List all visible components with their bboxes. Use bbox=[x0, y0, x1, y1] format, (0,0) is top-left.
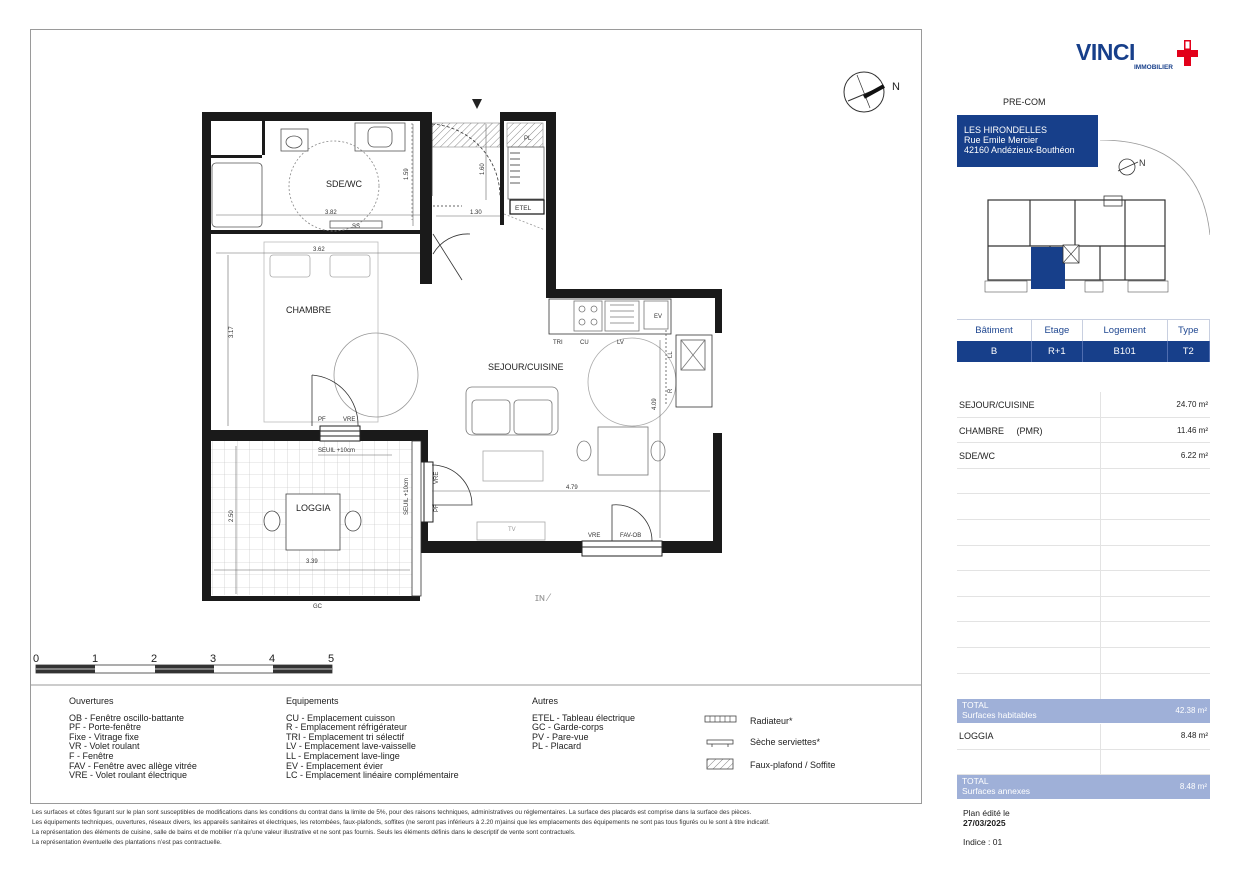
edited-label: Plan édité le bbox=[963, 808, 1010, 818]
info-header: Etage bbox=[1032, 320, 1083, 341]
legend-item: TRI - Emplacement tri sélectif bbox=[286, 731, 405, 742]
lot-info-table bbox=[957, 319, 1210, 362]
bedroom-furniture bbox=[264, 242, 418, 426]
info-value: B bbox=[957, 341, 1032, 362]
living-furniture bbox=[432, 299, 712, 541]
tv-label: TV bbox=[508, 527, 516, 533]
surface-row-empty bbox=[957, 520, 1210, 546]
lv-label: LV bbox=[617, 340, 624, 346]
entrance-doors bbox=[432, 124, 545, 280]
dim-label: 3.82 bbox=[325, 210, 337, 216]
svg-text:1: 1 bbox=[92, 653, 99, 665]
total-habitable bbox=[957, 699, 1210, 723]
faux-plafond-hatch bbox=[507, 123, 543, 147]
dim-label: 4.09 bbox=[652, 398, 658, 410]
info-header: Logement bbox=[1082, 320, 1167, 341]
surface-value: 11.46 m² bbox=[1177, 425, 1208, 435]
dim-label: 3.62 bbox=[313, 247, 325, 253]
legend-item: LV - Emplacement lave-vaisselle bbox=[286, 741, 416, 752]
north-compass-icon bbox=[844, 72, 900, 112]
ll-label: LL bbox=[668, 351, 674, 358]
svg-text:N: N bbox=[1139, 158, 1146, 168]
legend-item: PL - Placard bbox=[532, 741, 582, 752]
surface-label: SEJOUR/CUISINE bbox=[959, 400, 1035, 410]
ev-label: EV bbox=[654, 314, 663, 320]
legend-item: F - Fenêtre bbox=[69, 750, 114, 761]
legend-title: Ouvertures bbox=[69, 696, 114, 706]
project-city: 42160 Andézieux-Bouthéon bbox=[964, 145, 1075, 155]
info-value: B101 bbox=[1082, 341, 1167, 362]
surface-row-empty bbox=[957, 494, 1210, 520]
dim-label: 2.50 bbox=[229, 510, 235, 522]
project-street: Rue Emile Mercier bbox=[964, 135, 1039, 145]
svg-text:VINCI: VINCI bbox=[1076, 39, 1135, 65]
radiateur-icon bbox=[705, 716, 736, 722]
legend-title: Autres bbox=[532, 696, 559, 706]
total-sub: Surfaces habitables bbox=[962, 709, 1037, 720]
svg-text:2: 2 bbox=[151, 653, 158, 665]
vre-label: VRE bbox=[434, 471, 440, 484]
edited-date: 27/03/2025 bbox=[963, 818, 1006, 828]
surface-label: CHAMBRE (PMR) bbox=[959, 425, 1043, 436]
legend-item: GC - Garde-corps bbox=[532, 722, 604, 733]
surface-row-empty bbox=[957, 469, 1210, 495]
cu-label: CU bbox=[580, 340, 589, 346]
legend-equipements bbox=[286, 697, 459, 781]
total-sub: Surfaces annexes bbox=[962, 785, 1031, 796]
total-value: 8.48 m² bbox=[1179, 782, 1207, 791]
status-label: PRE-COM bbox=[1003, 97, 1046, 107]
north-watermark: ɪɴ ⁄ bbox=[535, 592, 550, 604]
room-label-sde: SDE/WC bbox=[326, 179, 362, 189]
info-header: Type bbox=[1167, 320, 1209, 341]
room-label-loggia: LOGGIA bbox=[296, 503, 331, 513]
fav-ob-label: FAV-OB bbox=[620, 533, 642, 539]
pf-label: PF bbox=[318, 417, 326, 423]
legend-item: VRE - Volet roulant électrique bbox=[69, 770, 188, 781]
info-header: Bâtiment bbox=[957, 320, 1032, 341]
surface-row-empty bbox=[957, 571, 1210, 597]
legend-item: VR - Volet roulant bbox=[69, 741, 140, 752]
surface-row-empty bbox=[957, 622, 1210, 648]
scale-bar bbox=[33, 653, 334, 673]
site-plan bbox=[957, 140, 1210, 318]
project-name: LES HIRONDELLES bbox=[964, 125, 1048, 135]
surface-row-empty bbox=[957, 546, 1210, 572]
dim-label: 3.17 bbox=[229, 326, 235, 338]
annex-table bbox=[957, 724, 1210, 775]
legend-item: ETEL - Tableau électrique bbox=[532, 712, 636, 723]
legend-item: Fixe - Vitrage fixe bbox=[69, 731, 139, 742]
room-label-chambre: CHAMBRE bbox=[286, 305, 332, 315]
legend-faux-plafond: Faux-plafond / Soffite bbox=[750, 760, 836, 770]
surface-row bbox=[957, 443, 1210, 469]
surface-value: 24.70 m² bbox=[1176, 400, 1208, 409]
total-value: 42.38 m² bbox=[1175, 706, 1207, 715]
floor-plan bbox=[30, 29, 922, 699]
disclaimer-line: La représentation éventuelle des plantations n’est pas contractuelle. bbox=[32, 839, 222, 846]
disclaimer bbox=[32, 808, 912, 848]
total-label: TOTAL bbox=[962, 776, 989, 786]
legend-autres bbox=[532, 697, 635, 752]
svg-text:5: 5 bbox=[328, 653, 335, 665]
room-label-sejour: SEJOUR/CUISINE bbox=[488, 362, 564, 372]
unit-highlight bbox=[1031, 247, 1065, 289]
svg-text:IMMOBILIER: IMMOBILIER bbox=[1134, 64, 1173, 71]
legend-item: PV - Pare-vue bbox=[532, 731, 589, 742]
dim-label: 4.79 bbox=[566, 485, 578, 491]
gc-label: GC bbox=[313, 604, 322, 610]
surface-row bbox=[957, 392, 1210, 418]
vinci-logo bbox=[1074, 38, 1200, 72]
total-annexes bbox=[957, 775, 1210, 799]
legend-symbols bbox=[704, 714, 738, 774]
site-compass-icon bbox=[1118, 158, 1146, 175]
surface-row-empty bbox=[957, 750, 1210, 776]
info-value: T2 bbox=[1167, 341, 1209, 362]
surface-value: 6.22 m² bbox=[1180, 451, 1208, 461]
surface-row bbox=[957, 724, 1210, 750]
tri-label: TRI bbox=[553, 340, 563, 346]
disclaimer-line: Les surfaces et côtes figurant sur le plan sont susceptibles de modifications dans les conditions du contrat dans la limite de 5%, pour des raisons techniques, administratives ou réglementaires. La surface des placards est comprise dans la surface des pièces. bbox=[32, 809, 752, 816]
legend-ouvertures bbox=[69, 697, 197, 781]
legend-item: EV - Emplacement évier bbox=[286, 760, 384, 771]
entrance-arrow-icon bbox=[472, 99, 482, 109]
etel-label: ETEL bbox=[515, 205, 532, 212]
seche-serviettes-icon bbox=[707, 740, 733, 747]
pl-label: PL bbox=[524, 136, 532, 142]
legend-seche: Sèche serviettes* bbox=[750, 737, 821, 747]
info-value: R+1 bbox=[1032, 341, 1083, 362]
r-label: R bbox=[668, 388, 674, 393]
ss-label: SS bbox=[352, 224, 361, 230]
surface-label: SDE/WC bbox=[959, 451, 995, 462]
seuil-label: SEUIL +10cm bbox=[318, 448, 355, 454]
seuil-label: SEUIL +10cm bbox=[404, 478, 410, 515]
legend-item: FAV - Fenêtre avec allège vitrée bbox=[69, 760, 197, 771]
total-label: TOTAL bbox=[962, 700, 989, 710]
surface-row-empty bbox=[957, 674, 1210, 700]
surface-label: LOGGIA bbox=[959, 731, 994, 741]
surfaces-table bbox=[957, 392, 1210, 700]
svg-text:4: 4 bbox=[269, 653, 276, 665]
dim-label: 1.60 bbox=[480, 163, 486, 175]
legend-item: PF - Porte-fenêtre bbox=[69, 722, 142, 733]
dim-label: 1.59 bbox=[404, 168, 410, 180]
surface-row-empty bbox=[957, 597, 1210, 623]
surface-row bbox=[957, 418, 1210, 444]
vre-label: VRE bbox=[343, 417, 356, 423]
surface-row-empty bbox=[957, 648, 1210, 674]
pf-label: PF bbox=[434, 504, 440, 512]
north-label: N bbox=[892, 81, 900, 93]
legend-item: OB - Fenêtre oscillo-battante bbox=[69, 712, 185, 723]
svg-text:0: 0 bbox=[33, 653, 40, 665]
legend-title: Equipements bbox=[286, 696, 339, 706]
disclaimer-line: La représentation des éléments de cuisine, salle de bains et de mobilier n’a qu’une valeur illustrative et ne sont pas fournis. Seuls les éléments définis dans le descriptif de vente sont contractuels. bbox=[32, 829, 576, 836]
faux-plafond-icon bbox=[707, 759, 733, 769]
disclaimer-line: Les équipements techniques, ouvertures, réseaux divers, les appareils sanitaires et électriques, les retombées, faux-plafonds, soffites (ne seront pas inférieurs à 2.20 m)ainsi que les emplacements des équipements ne sont pas tous figurés ou le sont à titre indicatif. bbox=[32, 819, 770, 826]
vre-label: VRE bbox=[588, 533, 601, 539]
indice: Indice : 01 bbox=[963, 837, 1003, 847]
dim-label: 1.30 bbox=[470, 210, 482, 216]
surface-value: 8.48 m² bbox=[1180, 731, 1208, 740]
legend-item: LC - Emplacement linéaire complémentaire bbox=[286, 770, 459, 781]
legend-item: LL - Emplacement lave-linge bbox=[286, 750, 400, 761]
svg-text:3: 3 bbox=[210, 653, 217, 665]
legend-item: CU - Emplacement cuisson bbox=[286, 712, 396, 723]
legend-radiateur: Radiateur* bbox=[750, 716, 793, 726]
legend-item: R - Emplacement réfrigérateur bbox=[286, 722, 408, 733]
dim-label: 3.39 bbox=[306, 559, 318, 565]
